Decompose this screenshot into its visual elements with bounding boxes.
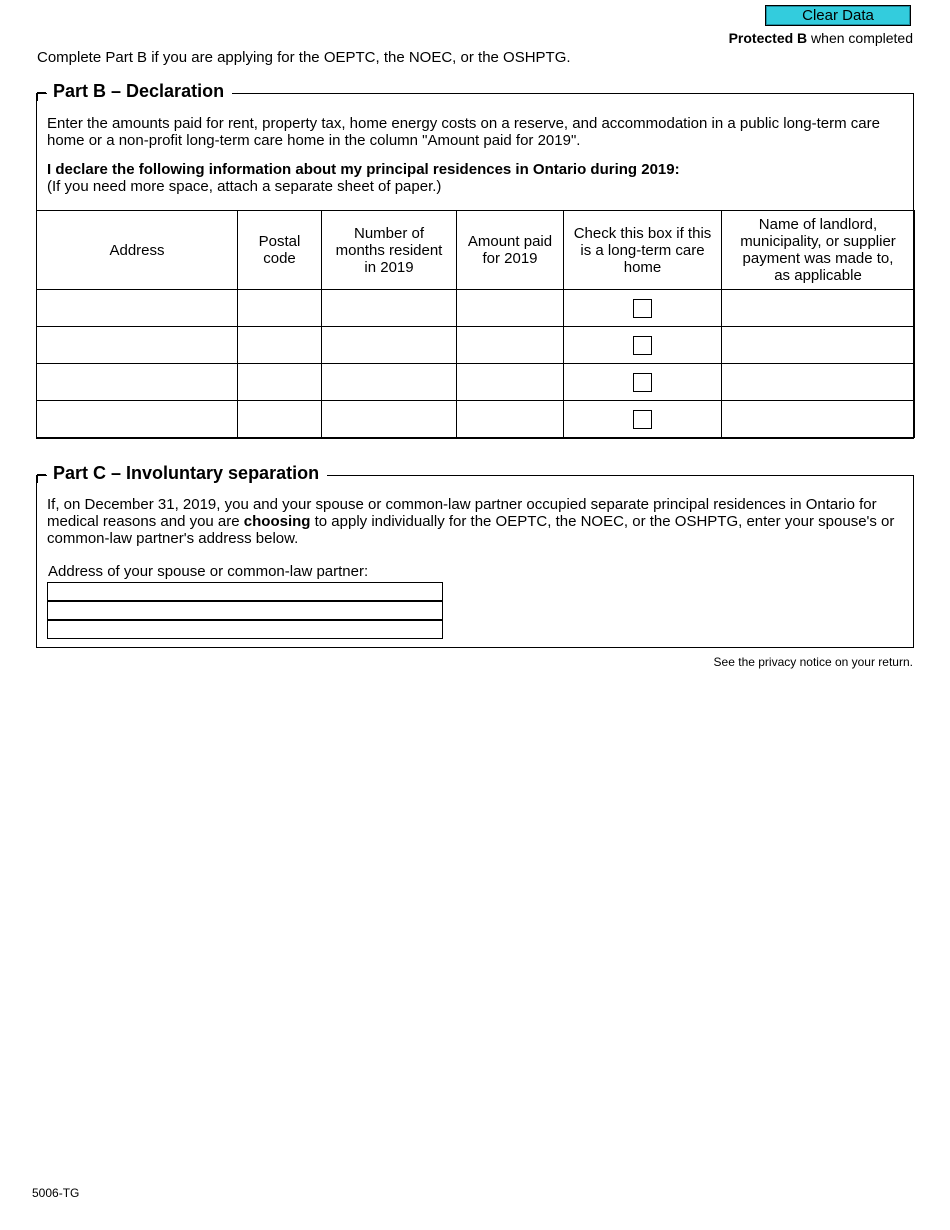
months-input[interactable]: [322, 290, 457, 327]
table-row: [37, 327, 915, 364]
col-header-postal-code: [238, 211, 322, 290]
postal-code-header-text: Postal code: [258, 233, 301, 267]
col-header-landlord: [722, 211, 915, 290]
address-input[interactable]: [37, 401, 238, 438]
long-term-care-header-text: Check this box if this is a long-term care home: [573, 224, 712, 276]
postal-code-input[interactable]: [238, 364, 322, 401]
col-header-address: Address: [37, 211, 238, 290]
months-input[interactable]: [322, 327, 457, 364]
postal-code-input[interactable]: [238, 401, 322, 438]
col-header-long-term-care: [564, 211, 722, 290]
landlord-input[interactable]: [722, 290, 915, 327]
protected-b-suffix: when completed: [807, 30, 913, 46]
clear-data-button[interactable]: Clear Data: [765, 5, 911, 26]
table-row: [37, 364, 915, 401]
intro-text: Complete Part B if you are applying for the OEPTC, the NOEC, or the OSHPTG.: [37, 49, 571, 66]
months-header-text: Number of months resident in 2019: [335, 224, 443, 276]
col-header-amount-paid: [457, 211, 564, 290]
amount-header-text: Amount paid for 2019: [467, 233, 553, 267]
long-term-care-checkbox[interactable]: [633, 336, 652, 355]
declaration-note: (If you need more space, attach a separate sheet of paper.): [47, 178, 442, 195]
part-c-instructions: [47, 496, 901, 547]
spouse-address-line-2[interactable]: [47, 601, 443, 620]
long-term-care-checkbox[interactable]: [633, 410, 652, 429]
months-input[interactable]: [322, 364, 457, 401]
table-row: [37, 401, 915, 438]
residences-table: [36, 210, 915, 438]
amount-input[interactable]: [457, 290, 564, 327]
long-term-care-cell: [564, 364, 722, 401]
spouse-address-label: Address of your spouse or common-law partner:: [48, 563, 369, 580]
part-c-text-before: If, on December 31, 2019, you and your spouse or common-law partner occupied separate principal residences in Ontario for medical reasons and you are: [47, 496, 877, 530]
table-row: [37, 290, 915, 327]
landlord-input[interactable]: [722, 327, 915, 364]
postal-code-input[interactable]: [238, 327, 322, 364]
long-term-care-checkbox[interactable]: [633, 373, 652, 392]
part-c-title: Part C – Involuntary separation: [47, 463, 327, 484]
long-term-care-checkbox[interactable]: [633, 299, 652, 318]
part-b-instructions: Enter the amounts paid for rent, property tax, home energy costs on a reserve, and accommodation in a public long-term care home or a non-profit long-term care home in the column "Amount paid for 2019".: [47, 115, 880, 149]
amount-input[interactable]: [457, 327, 564, 364]
address-input[interactable]: [37, 290, 238, 327]
col-header-months-resident: [322, 211, 457, 290]
amount-input[interactable]: [457, 401, 564, 438]
privacy-notice: See the privacy notice on your return.: [713, 655, 913, 669]
spouse-address-line-1[interactable]: [47, 582, 443, 601]
long-term-care-cell: [564, 327, 722, 364]
long-term-care-cell: [564, 401, 722, 438]
declaration-statement: I declare the following information about my principal residences in Ontario during 2019:: [47, 161, 680, 178]
address-input[interactable]: [37, 327, 238, 364]
part-b-declaration: [47, 161, 893, 195]
spouse-address-line-3[interactable]: [47, 620, 443, 639]
long-term-care-cell: [564, 290, 722, 327]
part-b-title: Part B – Declaration: [47, 81, 232, 102]
part-c-text-after: to apply individually for the OEPTC, the NOEC, or the OSHPTG, enter your spouse's or common-law partner's address below.: [47, 513, 895, 547]
form-number: 5006-TG: [32, 1186, 80, 1200]
postal-code-input[interactable]: [238, 290, 322, 327]
landlord-input[interactable]: [722, 364, 915, 401]
part-c-section: [36, 463, 914, 648]
protected-b-label: Protected B: [728, 30, 808, 46]
amount-input[interactable]: [457, 364, 564, 401]
protected-b-notice: [729, 30, 913, 46]
part-b-section: [36, 81, 914, 439]
landlord-input[interactable]: [722, 401, 915, 438]
months-input[interactable]: [322, 401, 457, 438]
table-header-row: [37, 211, 915, 290]
address-input[interactable]: [37, 364, 238, 401]
part-c-text-bold: choosing: [243, 513, 311, 530]
landlord-header-text: Name of landlord, municipality, or supplier payment was made to, as applicable: [740, 216, 896, 284]
